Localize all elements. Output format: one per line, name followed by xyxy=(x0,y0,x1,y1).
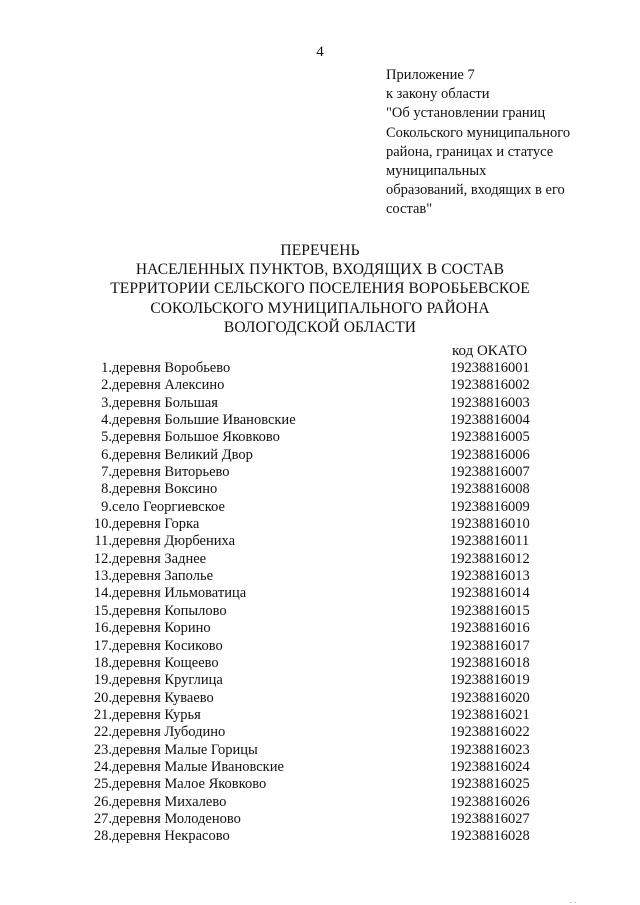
list-item-number: 25. xyxy=(93,776,112,793)
okato-code: 19238816023 xyxy=(450,741,530,758)
list-item xyxy=(88,638,548,655)
title-line: ТЕРРИТОРИИ СЕЛЬСКОГО ПОСЕЛЕНИЯ ВОРОБЬЕВСКОЕ xyxy=(110,280,530,298)
okato-code: 19238816024 xyxy=(450,758,530,775)
list-item xyxy=(88,533,548,550)
list-item xyxy=(88,672,548,689)
list-item xyxy=(88,585,548,602)
list-item xyxy=(88,464,548,481)
settlement-name: деревня Воксино xyxy=(112,481,218,498)
list-item-number: 4. xyxy=(101,412,112,429)
list-item-number: 20. xyxy=(93,689,112,706)
settlement-name: деревня Курья xyxy=(112,706,201,723)
list-item xyxy=(88,794,548,811)
settlement-name: деревня Большие Ивановские xyxy=(112,412,296,429)
settlement-name: деревня Куваево xyxy=(112,689,214,706)
title-line: НАСЕЛЕННЫХ ПУНКТОВ, ВХОДЯЩИХ В СОСТАВ xyxy=(135,261,505,279)
title-line: ВОЛОГОДСКОЙ ОБЛАСТИ xyxy=(223,318,417,336)
list-item xyxy=(88,759,548,776)
list-item-number: 28. xyxy=(93,828,112,845)
settlement-list xyxy=(88,360,548,846)
list-item-number: 22. xyxy=(93,724,112,741)
settlement-name: деревня Круглица xyxy=(112,672,223,689)
list-item-number: 10. xyxy=(93,516,112,533)
appendix-line: Сокольского муниципального xyxy=(386,124,571,141)
settlement-name: деревня Малые Горицы xyxy=(112,741,258,758)
settlement-name: деревня Большая xyxy=(112,394,218,411)
okato-code: 19238816011 xyxy=(450,533,530,550)
list-item-number: 16. xyxy=(93,620,112,637)
okato-code: 19238816015 xyxy=(450,602,530,619)
okato-code: 19238816007 xyxy=(450,464,530,481)
list-item-number: 24. xyxy=(93,758,112,775)
okato-code: 19238816008 xyxy=(450,481,530,498)
settlement-name: деревня Кощеево xyxy=(112,654,219,671)
list-item xyxy=(88,690,548,707)
list-item xyxy=(88,551,548,568)
settlement-name: деревня Большое Яковково xyxy=(112,429,280,446)
list-item-number: 18. xyxy=(93,654,112,671)
list-item-number: 14. xyxy=(93,585,112,602)
settlement-name: деревня Заднее xyxy=(112,550,207,567)
settlement-name: деревня Копылово xyxy=(112,602,227,619)
list-item-number: 23. xyxy=(93,741,112,758)
list-item xyxy=(88,707,548,724)
list-item-number: 17. xyxy=(93,637,112,654)
appendix-line: Приложение 7 xyxy=(386,67,475,83)
settlement-name: деревня Корино xyxy=(112,620,211,637)
settlement-name: деревня Малое Яковково xyxy=(112,776,267,793)
okato-code: 19238816018 xyxy=(450,654,530,671)
okato-code: 19238816016 xyxy=(450,620,530,637)
title-line: СОКОЛЬСКОГО МУНИЦИПАЛЬНОГО РАЙОНА xyxy=(150,299,490,317)
okato-code: 19238816004 xyxy=(450,412,530,429)
list-item xyxy=(88,603,548,620)
settlement-name: деревня Молоденово xyxy=(112,810,241,827)
okato-code: 19238816010 xyxy=(450,516,530,533)
page-number: 4 xyxy=(316,44,324,60)
okato-code: 19238816025 xyxy=(450,776,530,793)
okato-code: 19238816005 xyxy=(450,429,530,446)
list-item xyxy=(88,828,548,845)
settlement-name: деревня Горка xyxy=(112,516,200,533)
list-item-number: 9. xyxy=(101,498,112,515)
appendix-line: образований, входящих в его xyxy=(386,182,565,199)
okato-code-header: код ОКАТО xyxy=(452,343,528,359)
okato-code: 19238816009 xyxy=(450,498,530,515)
list-item-number: 11. xyxy=(94,533,112,550)
list-item xyxy=(88,724,548,741)
list-item xyxy=(88,811,548,828)
okato-code: 19238816021 xyxy=(450,706,530,723)
list-item xyxy=(88,499,548,516)
okato-code: 19238816013 xyxy=(450,568,530,585)
okato-code: 19238816002 xyxy=(450,377,530,394)
list-item-number: 7. xyxy=(101,464,112,481)
list-item xyxy=(88,620,548,637)
list-item xyxy=(88,377,548,394)
list-item xyxy=(88,742,548,759)
list-item-number: 2. xyxy=(101,377,112,394)
settlement-name: деревня Дюрбениха xyxy=(112,533,236,550)
appendix-line: района, границах и статусе xyxy=(386,143,554,160)
settlement-name: деревня Косиково xyxy=(112,637,223,654)
list-item xyxy=(88,481,548,498)
list-item xyxy=(88,360,548,377)
okato-code: 19238816001 xyxy=(450,360,530,376)
settlement-name: деревня Михалево xyxy=(112,793,227,810)
appendix-line: муниципальных xyxy=(386,163,487,180)
appendix-line: "Об установлении границ xyxy=(386,105,546,122)
title-line: ПЕРЕЧЕНЬ xyxy=(280,242,360,259)
scan-speck: . . xyxy=(570,896,576,905)
appendix-note xyxy=(386,66,626,220)
settlement-name: деревня Некрасово xyxy=(112,828,230,845)
list-item xyxy=(88,395,548,412)
settlement-name: деревня Лубодино xyxy=(112,724,226,741)
settlement-name: деревня Алексино xyxy=(112,377,225,394)
okato-code: 19238816026 xyxy=(450,793,530,810)
list-item-number: 12. xyxy=(93,550,112,567)
settlement-name: деревня Заполье xyxy=(112,568,214,585)
settlement-name: деревня Ильмоватица xyxy=(112,585,247,602)
okato-code: 19238816012 xyxy=(450,550,530,567)
list-item xyxy=(88,429,548,446)
okato-code: 19238816020 xyxy=(450,689,530,706)
settlement-name: деревня Виторьево xyxy=(112,464,230,481)
list-item xyxy=(88,516,548,533)
list-item-number: 27. xyxy=(93,810,112,827)
list-item xyxy=(88,412,548,429)
list-item-number: 5. xyxy=(101,429,112,446)
list-item xyxy=(88,655,548,672)
appendix-line: состав" xyxy=(386,201,433,218)
list-item-number: 15. xyxy=(93,602,112,619)
okato-code: 19238816019 xyxy=(450,672,530,689)
settlement-name: село Георгиевское xyxy=(112,498,225,515)
list-item-number: 3. xyxy=(101,394,112,411)
okato-code: 19238816027 xyxy=(450,810,530,827)
okato-code: 19238816006 xyxy=(450,446,530,463)
okato-code: 19238816022 xyxy=(450,724,530,741)
list-item-number: 26. xyxy=(93,793,112,810)
list-item-number: 6. xyxy=(101,446,112,463)
list-item-number: 8. xyxy=(101,481,112,498)
list-item-number: 13. xyxy=(93,568,112,585)
okato-code: 19238816028 xyxy=(450,828,530,845)
list-item-number: 19. xyxy=(93,672,112,689)
document-title xyxy=(0,241,640,337)
list-item xyxy=(88,776,548,793)
settlement-name: деревня Великий Двор xyxy=(112,446,253,463)
settlement-name: деревня Малые Ивановские xyxy=(112,758,284,775)
okato-code: 19238816003 xyxy=(450,394,530,411)
list-item xyxy=(88,447,548,464)
list-item xyxy=(88,568,548,585)
settlement-name: деревня Воробьево xyxy=(112,360,231,376)
okato-code: 19238816017 xyxy=(450,637,530,654)
appendix-line: к закону области xyxy=(386,86,490,103)
list-item-number: 21. xyxy=(93,706,112,723)
list-item-number: 1. xyxy=(101,360,112,376)
okato-code: 19238816014 xyxy=(450,585,530,602)
